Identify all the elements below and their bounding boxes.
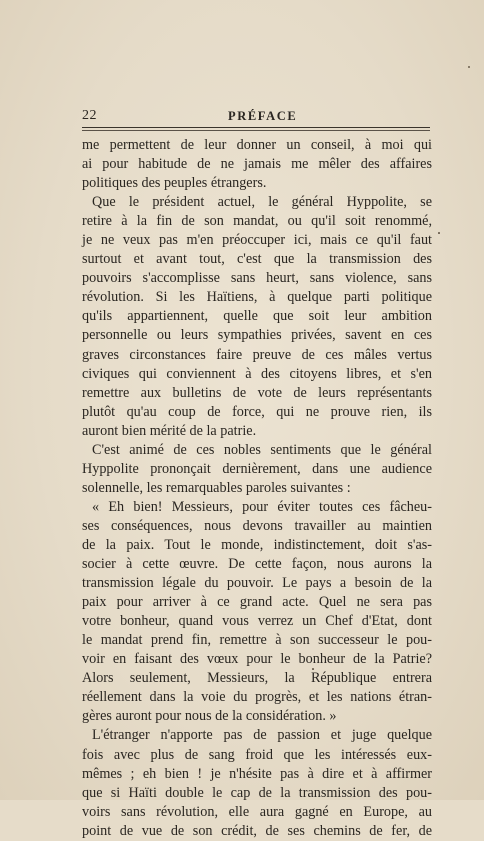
text-line: Alors seulement, Messieurs, la République entrera bbox=[82, 670, 432, 687]
text-line: auront bien mérité de la patrie. bbox=[82, 422, 257, 439]
text-line: C'est animé de ces nobles sentiments que le général bbox=[92, 441, 432, 458]
text-line: votre bonheur, quand vous verrez un Chef d'Etat, dont bbox=[82, 613, 432, 630]
text-line: surtout et avant tout, c'est que la transmission des bbox=[82, 251, 432, 268]
text-line: révolution. Si les Haïtiens, à quelque parti politique bbox=[82, 289, 432, 306]
text-line: me permettent de leur donner un conseil, à moi qui bbox=[82, 137, 432, 153]
text-line: solennelle, les remarquables paroles suivantes : bbox=[82, 479, 351, 496]
header-rule bbox=[82, 127, 430, 128]
text-line: je ne veux pas m'en préoccuper ici, mais ce qu'il faut bbox=[82, 232, 432, 249]
text-line: politiques des peuples étrangers. bbox=[82, 175, 267, 192]
text-line: ai pour habitude de ne jamais me mêler des affaires bbox=[82, 156, 432, 173]
running-head: PRÉFACE bbox=[228, 109, 298, 123]
text-line: Hyppolite prononçait dernièrement, dans une audience bbox=[82, 460, 432, 477]
text-line: voir en faisant des vœux pour le bonheur de la Patrie? bbox=[82, 651, 432, 668]
page-number: 22 bbox=[82, 108, 97, 123]
text-line: gères auront pour nous de la considération. » bbox=[82, 708, 337, 725]
text-line: fois avec plus de sang froid que les intéressés eux- bbox=[82, 746, 432, 763]
header-rule-thin bbox=[82, 130, 430, 131]
text-line: L'étranger n'apporte pas de passion et juge quelque bbox=[92, 727, 432, 744]
text-line: point de vue de son crédit, de ses chemins de fer, de bbox=[82, 822, 432, 839]
text-line: plutôt qu'au coup de force, qui ne prouve rien, ils bbox=[82, 403, 432, 420]
text-line: civiques qui conviennent à des citoyens libres, et s'en bbox=[82, 365, 432, 382]
text-line: remettre aux bulletins de vote de leurs représentants bbox=[82, 384, 432, 401]
text-line: le mandat prend fin, remettre à son successeur le pou- bbox=[82, 632, 432, 649]
text-line: Que le président actuel, le général Hyppolite, se bbox=[92, 194, 432, 211]
text-line: paix pour arriver à ce grand acte. Quel ne sera pas bbox=[82, 594, 432, 611]
text-line: personnelle ou leurs sympathies privées, savent en ces bbox=[82, 327, 432, 344]
text-line: pouvoirs s'accomplisse sans heurt, sans violence, sans bbox=[82, 270, 432, 287]
text-line: transmission légale du pouvoir. Le pays a besoin de la bbox=[82, 575, 432, 592]
page-header bbox=[82, 108, 430, 126]
text-line: socier à cette œuvre. De cette façon, nous aurons la bbox=[82, 556, 432, 573]
paper-speck bbox=[468, 66, 470, 68]
text-line: de la paix. Tout le monde, indistinctement, doit s'as- bbox=[82, 536, 432, 553]
text-line: mêmes ; eh bien ! je n'hésite pas à dire et à affirmer bbox=[82, 765, 432, 782]
text-line: que si Haïti double le cap de la transmission des pou- bbox=[82, 784, 432, 801]
text-line: réellement dans la voie du progrès, et les nations étran- bbox=[82, 689, 432, 706]
text-line: graves circonstances faire preuve de ces mâles vertus bbox=[82, 346, 432, 363]
text-line: voirs sans révolution, elle aura gagné en Europe, au bbox=[82, 803, 432, 820]
text-line: ses conséquences, nous devons travailler au maintien bbox=[82, 517, 432, 534]
paper-speck bbox=[438, 232, 440, 234]
text-line: qu'ils appartiennent, quelle que soit leur ambition bbox=[82, 308, 432, 325]
text-line: « Eh bien! Messieurs, pour éviter toutes ces fâcheu- bbox=[92, 498, 432, 515]
paper-speck bbox=[312, 668, 314, 670]
text-line: retire à la fin de son mandat, ou qu'il soit renommé, bbox=[82, 213, 432, 230]
body-text bbox=[82, 136, 432, 841]
